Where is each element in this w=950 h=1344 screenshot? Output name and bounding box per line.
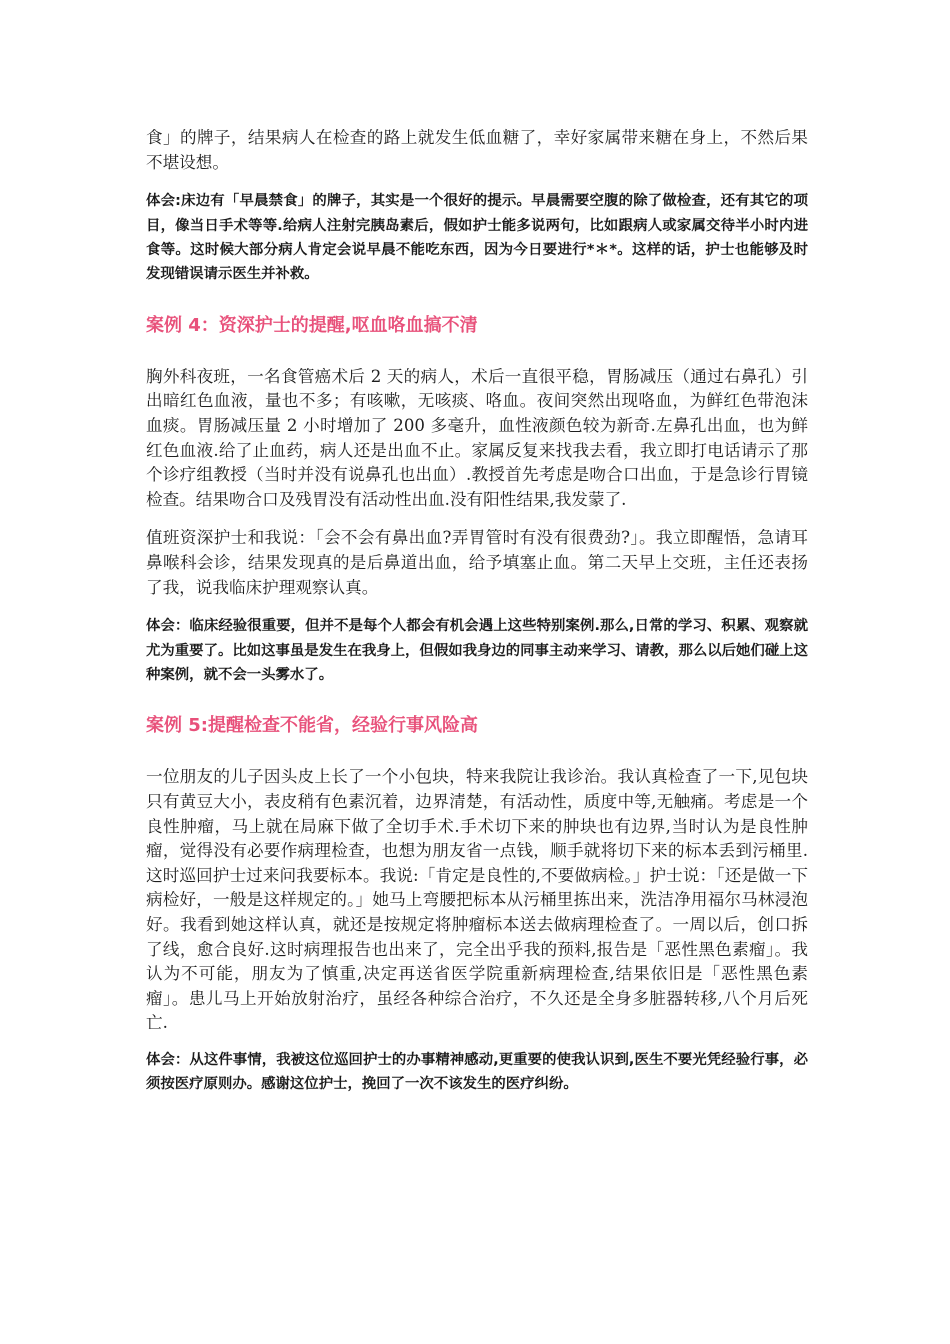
case5-heading: 案例 5:提醒检查不能省，经验行事风险高	[146, 715, 478, 737]
case5-reflection: 体会：从这件事情，我被这位巡回护士的办事精神感动,更重要的使我认识到,医生不要光凭经验行事，必须按医疗原则办。感谢这位护士，挽回了一次不该发生的医疗纠纷。	[146, 1051, 808, 1093]
intro-paragraph: 食」的牌子，结果病人在检查的路上就发生低血糖了，幸好家属带来糖在身上，不然后果不堪设想。	[146, 128, 808, 172]
case5-paragraph-1: 一位朋友的儿子因头皮上长了一个小包块，特来我院让我诊治。我认真检查了一下,见包块只有黄豆大小，表皮稍有色素沉着，边界清楚，有活动性，质度中等,无触痛。考虑是一个良性肿瘤，马上就在局麻下做了全切手术.手术切下来的肿块也有边界,当时认为是良性肿瘤，觉得没有必要作病理检查，也想为朋友省一点钱，顺手就将切下来的标本丢到污桶里.这时巡回护士过来问我要标本。我说:「肯定是良性的,不要做病检。」护士说：「还是做一下病检好，一般是这样规定的。」她马上弯腰把标本从污桶里拣出来，洗洁净用福尔马林浸泡好。我看到她这样认真，就还是按规定将肿瘤标本送去做病理检查了。一周以后，创口拆了线，愈合良好.这时病理报告也出来了，完全出乎我的预料,报告是「恶性黑色素瘤」。我认为不可能，朋友为了慎重,决定再送省医学院重新病理检查,结果依旧是「恶性黑色素瘤」。患儿马上开始放射治疗，虽经各种综合治疗，不久还是全身多脏器转移,八个月后死亡.	[146, 767, 808, 1033]
case4-paragraph-1: 胸外科夜班，一名食管癌术后 2 天的病人，术后一直很平稳，胃肠减压（通过右鼻孔）引出暗红色血液，量也不多；有咳嗽，无咳痰、咯血。夜间突然出现咯血，为鲜红色带泡沫血痰。胃肠减压量 2 小时增加了 200 多毫升，血性液颜色较为新奇.左鼻孔出血，也为鲜红色血液.给了止血药，病人还是出血不止。家属反复来找我去看，我立即打电话请示了那个诊疗组教授（当时并没有说鼻孔也出血）.教授首先考虑是吻合口出血，于是急诊行胃镜检查。结果吻合口及残胃没有活动性出血.没有阳性结果,我发蒙了.	[146, 366, 808, 509]
case3-reflection: 体会:床边有「早晨禁食」的牌子，其实是一个很好的提示。早晨需要空腹的除了做检查，还有其它的项目，像当日手术等等.给病人注射完胰岛素后，假如护士能多说两句，比如跟病人或家属交待半小时内进食等。这时候大部分病人肯定会说早晨不能吃东西，因为今日要进行*＊*。这样的话，护士也能够及时发现错误请示医生并补救。	[146, 193, 808, 283]
case4-paragraph-2: 值班资深护士和我说：「会不会有鼻出血?弄胃管时有没有很费劲?」。我立即醒悟，急请耳鼻喉科会诊，结果发现真的是后鼻道出血，给予填塞止血。第二天早上交班，主任还表扬了我，说我临床护理观察认真。	[146, 528, 808, 597]
case4-heading: 案例 4：资深护士的提醒,呕血咯血搞不清	[146, 314, 478, 336]
document-content	[146, 126, 808, 1097]
case4-reflection: 体会：临床经验很重要，但并不是每个人都会有机会遇上这些特别案例.那么,日常的学习、积累、观察就尤为重要了。比如这事虽是发生在我身上，但假如我身边的同事主动来学习、请教，那么以后她们碰上这种案例，就不会一头雾水了。	[146, 618, 808, 683]
